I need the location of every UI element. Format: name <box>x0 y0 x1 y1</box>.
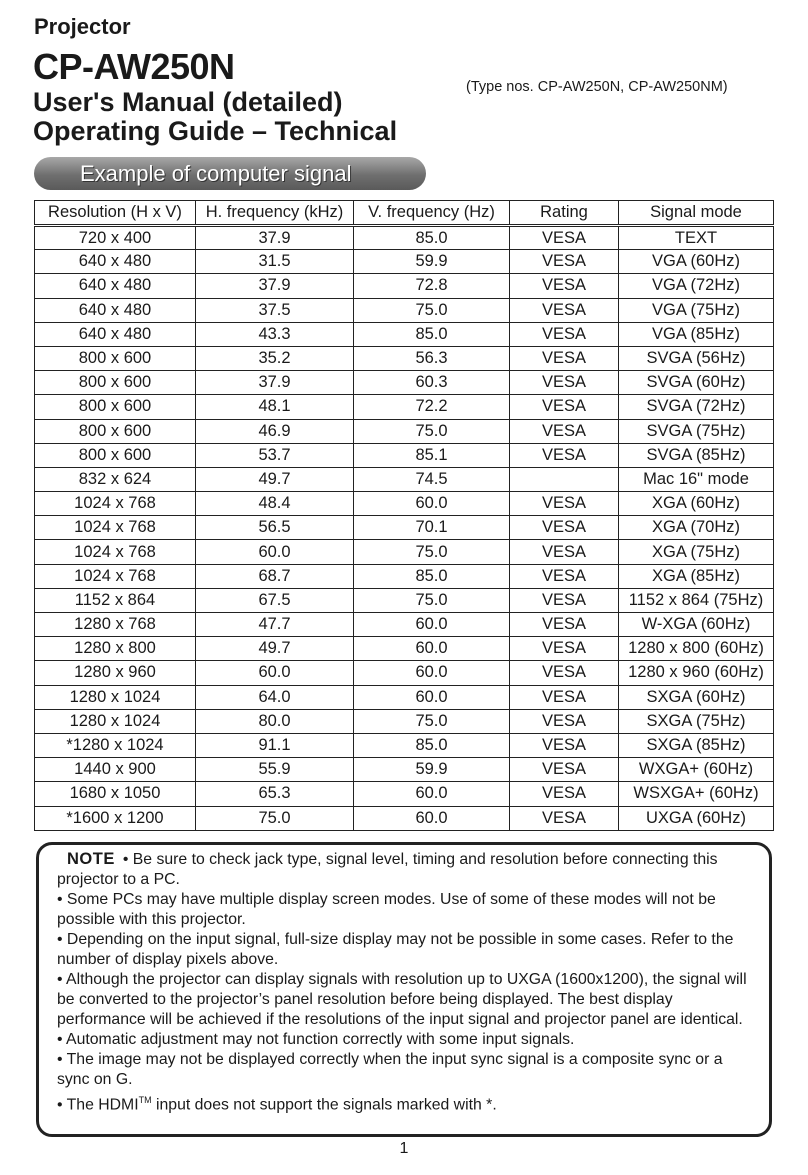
table-cell: 59.9 <box>354 758 510 782</box>
table-cell: VGA (60Hz) <box>619 250 774 274</box>
table-row <box>35 274 774 298</box>
table-cell: 60.0 <box>354 782 510 806</box>
table-row <box>35 322 774 346</box>
table-cell: VESA <box>510 419 619 443</box>
table-cell: 48.4 <box>196 492 354 516</box>
table-cell: VESA <box>510 371 619 395</box>
table-cell: 800 x 600 <box>35 419 196 443</box>
table-cell: 1280 x 768 <box>35 613 196 637</box>
table-cell: 80.0 <box>196 709 354 733</box>
table-cell: 85.0 <box>354 322 510 346</box>
table-cell: SXGA (75Hz) <box>619 709 774 733</box>
table-cell: 1280 x 960 <box>35 661 196 685</box>
table-cell: 60.0 <box>354 492 510 516</box>
note-item: • Automatic adjustment may not function correctly with some input signals. <box>57 1031 575 1048</box>
table-cell: 60.0 <box>196 661 354 685</box>
table-cell: 1680 x 1050 <box>35 782 196 806</box>
table-row <box>35 492 774 516</box>
table-cell: 640 x 480 <box>35 274 196 298</box>
table-row <box>35 443 774 467</box>
table-cell: UXGA (60Hz) <box>619 806 774 830</box>
table-row <box>35 250 774 274</box>
table-row <box>35 685 774 709</box>
table-row <box>35 782 774 806</box>
table-cell: 1280 x 800 <box>35 637 196 661</box>
table-cell: 800 x 600 <box>35 371 196 395</box>
table-cell: VGA (72Hz) <box>619 274 774 298</box>
table-cell: 60.0 <box>196 540 354 564</box>
table-cell: 75.0 <box>354 588 510 612</box>
table-cell: SXGA (85Hz) <box>619 733 774 757</box>
table-cell: VESA <box>510 782 619 806</box>
table-cell: 640 x 480 <box>35 298 196 322</box>
table-row <box>35 588 774 612</box>
table-cell: 60.3 <box>354 371 510 395</box>
table-cell: 67.5 <box>196 588 354 612</box>
table-cell: 1280 x 960 (60Hz) <box>619 661 774 685</box>
table-cell: VESA <box>510 274 619 298</box>
table-cell: 53.7 <box>196 443 354 467</box>
table-cell: 60.0 <box>354 685 510 709</box>
table-cell: 48.1 <box>196 395 354 419</box>
table-cell: VESA <box>510 637 619 661</box>
table-cell: 85.1 <box>354 443 510 467</box>
table-cell: 70.1 <box>354 516 510 540</box>
table-cell: VESA <box>510 492 619 516</box>
table-body <box>35 226 774 831</box>
table-cell: XGA (85Hz) <box>619 564 774 588</box>
table-cell: 60.0 <box>354 806 510 830</box>
page-number: 1 <box>399 1140 409 1157</box>
table-cell: WSXGA+ (60Hz) <box>619 782 774 806</box>
table-cell: 74.5 <box>354 467 510 491</box>
table-cell: 37.9 <box>196 371 354 395</box>
column-header: Rating <box>510 201 619 226</box>
table-cell: VESA <box>510 226 619 250</box>
table-row <box>35 806 774 830</box>
table-cell: WXGA+ (60Hz) <box>619 758 774 782</box>
table-row <box>35 298 774 322</box>
table-cell: 55.9 <box>196 758 354 782</box>
category-label: Projector <box>34 14 131 39</box>
column-header: Resolution (H x V) <box>35 201 196 226</box>
table-cell: 75.0 <box>354 419 510 443</box>
table-cell: 800 x 600 <box>35 346 196 370</box>
table-cell: 75.0 <box>196 806 354 830</box>
table-cell: 60.0 <box>354 637 510 661</box>
manual-title-line1: User's Manual (detailed) <box>33 87 343 117</box>
column-header: H. frequency (kHz) <box>196 201 354 226</box>
table-cell: VESA <box>510 540 619 564</box>
note-box <box>36 842 772 1137</box>
table-cell: 800 x 600 <box>35 395 196 419</box>
table-cell: *1280 x 1024 <box>35 733 196 757</box>
table-cell: 49.7 <box>196 637 354 661</box>
note-item: NOTE • Be sure to check jack type, signal level, timing and resolution before connecting this projector to a PC. <box>57 850 718 888</box>
table-cell: 35.2 <box>196 346 354 370</box>
table-row <box>35 613 774 637</box>
model-title: CP-AW250N <box>33 46 235 87</box>
table-cell: 31.5 <box>196 250 354 274</box>
table-cell: VESA <box>510 395 619 419</box>
note-item: • Although the projector can display signals with resolution up to UXGA (1600x1200), the signal will be converted to the projector’s panel resolution before being displayed. The best display performance will be achieved if the resolutions of the input signal and projector panel are identical. <box>57 971 747 1028</box>
table-row <box>35 395 774 419</box>
table-cell: 720 x 400 <box>35 226 196 250</box>
table-cell: VESA <box>510 758 619 782</box>
note-item: • Depending on the input signal, full-size display may not be possible in some cases. Refer to the number of display pixels above. <box>57 931 734 968</box>
table-cell: 1152 x 864 (75Hz) <box>619 588 774 612</box>
table-cell: VESA <box>510 322 619 346</box>
note-item: • The image may not be displayed correctly when the input sync signal is a composite sync or a sync on G. <box>57 1051 723 1088</box>
table-cell: VGA (85Hz) <box>619 322 774 346</box>
column-header: Signal mode <box>619 201 774 226</box>
column-header: V. frequency (Hz) <box>354 201 510 226</box>
table-cell <box>510 467 619 491</box>
table-cell: VESA <box>510 661 619 685</box>
table-cell: VESA <box>510 443 619 467</box>
table-cell: 75.0 <box>354 709 510 733</box>
table-cell: SVGA (72Hz) <box>619 395 774 419</box>
table-cell: 72.2 <box>354 395 510 419</box>
table-cell: 47.7 <box>196 613 354 637</box>
table-cell: VESA <box>510 516 619 540</box>
table-row <box>35 733 774 757</box>
table-cell: TEXT <box>619 226 774 250</box>
table-cell: 800 x 600 <box>35 443 196 467</box>
table-cell: VESA <box>510 298 619 322</box>
table-cell: 37.9 <box>196 226 354 250</box>
table-cell: SVGA (60Hz) <box>619 371 774 395</box>
table-cell: 85.0 <box>354 226 510 250</box>
table-row <box>35 467 774 491</box>
table-cell: 1152 x 864 <box>35 588 196 612</box>
table-cell: VESA <box>510 346 619 370</box>
table-cell: XGA (60Hz) <box>619 492 774 516</box>
section-heading: Example of computer signal <box>34 157 426 190</box>
manual-title-line2: Operating Guide – Technical <box>33 116 398 146</box>
table-cell: 60.0 <box>354 661 510 685</box>
table-row <box>35 709 774 733</box>
table-cell: 59.9 <box>354 250 510 274</box>
table-cell: *1600 x 1200 <box>35 806 196 830</box>
table-cell: 56.5 <box>196 516 354 540</box>
table-cell: 1024 x 768 <box>35 540 196 564</box>
table-cell: SVGA (75Hz) <box>619 419 774 443</box>
table-cell: VESA <box>510 806 619 830</box>
table-cell: VESA <box>510 250 619 274</box>
table-cell: 65.3 <box>196 782 354 806</box>
table-cell: SVGA (85Hz) <box>619 443 774 467</box>
table-row <box>35 226 774 250</box>
table-cell: VESA <box>510 733 619 757</box>
table-row <box>35 540 774 564</box>
table-cell: 64.0 <box>196 685 354 709</box>
table-cell: 37.5 <box>196 298 354 322</box>
table-row <box>35 661 774 685</box>
table-cell: 1280 x 1024 <box>35 709 196 733</box>
table-cell: 43.3 <box>196 322 354 346</box>
table-cell: VESA <box>510 613 619 637</box>
table-cell: 1280 x 800 (60Hz) <box>619 637 774 661</box>
table-cell: 85.0 <box>354 564 510 588</box>
table-cell: VESA <box>510 709 619 733</box>
table-cell: 37.9 <box>196 274 354 298</box>
table-cell: XGA (75Hz) <box>619 540 774 564</box>
table-row <box>35 516 774 540</box>
table-row <box>35 346 774 370</box>
table-cell: 49.7 <box>196 467 354 491</box>
table-cell: 1024 x 768 <box>35 492 196 516</box>
note-item: • Some PCs may have multiple display screen modes. Use of some of these modes will not be possible with this projector. <box>57 891 716 928</box>
signal-table <box>34 200 774 831</box>
table-cell: 46.9 <box>196 419 354 443</box>
note-item-hdmi: • The HDMI™ input does not support the signals marked with *. <box>57 1095 497 1114</box>
table-cell: 75.0 <box>354 540 510 564</box>
table-row <box>35 371 774 395</box>
table-row <box>35 637 774 661</box>
table-cell: Mac 16" mode <box>619 467 774 491</box>
table-cell: XGA (70Hz) <box>619 516 774 540</box>
table-cell: 85.0 <box>354 733 510 757</box>
table-row <box>35 419 774 443</box>
table-cell: 1024 x 768 <box>35 516 196 540</box>
table-cell: W-XGA (60Hz) <box>619 613 774 637</box>
table-cell: SVGA (56Hz) <box>619 346 774 370</box>
table-row <box>35 564 774 588</box>
table-cell: VESA <box>510 564 619 588</box>
table-cell: 832 x 624 <box>35 467 196 491</box>
table-cell: 640 x 480 <box>35 322 196 346</box>
table-header-row <box>35 201 774 226</box>
table-cell: VESA <box>510 685 619 709</box>
table-cell: VGA (75Hz) <box>619 298 774 322</box>
type-numbers: (Type nos. CP-AW250N, CP-AW250NM) <box>466 79 728 95</box>
table-cell: 56.3 <box>354 346 510 370</box>
table-cell: 68.7 <box>196 564 354 588</box>
table-cell: SXGA (60Hz) <box>619 685 774 709</box>
table-cell: 1280 x 1024 <box>35 685 196 709</box>
table-cell: 75.0 <box>354 298 510 322</box>
table-cell: 1024 x 768 <box>35 564 196 588</box>
table-cell: 1440 x 900 <box>35 758 196 782</box>
table-cell: VESA <box>510 588 619 612</box>
table-row <box>35 758 774 782</box>
table-cell: 640 x 480 <box>35 250 196 274</box>
table-cell: 60.0 <box>354 613 510 637</box>
table-cell: 72.8 <box>354 274 510 298</box>
table-cell: 91.1 <box>196 733 354 757</box>
note-label: NOTE <box>67 850 115 868</box>
